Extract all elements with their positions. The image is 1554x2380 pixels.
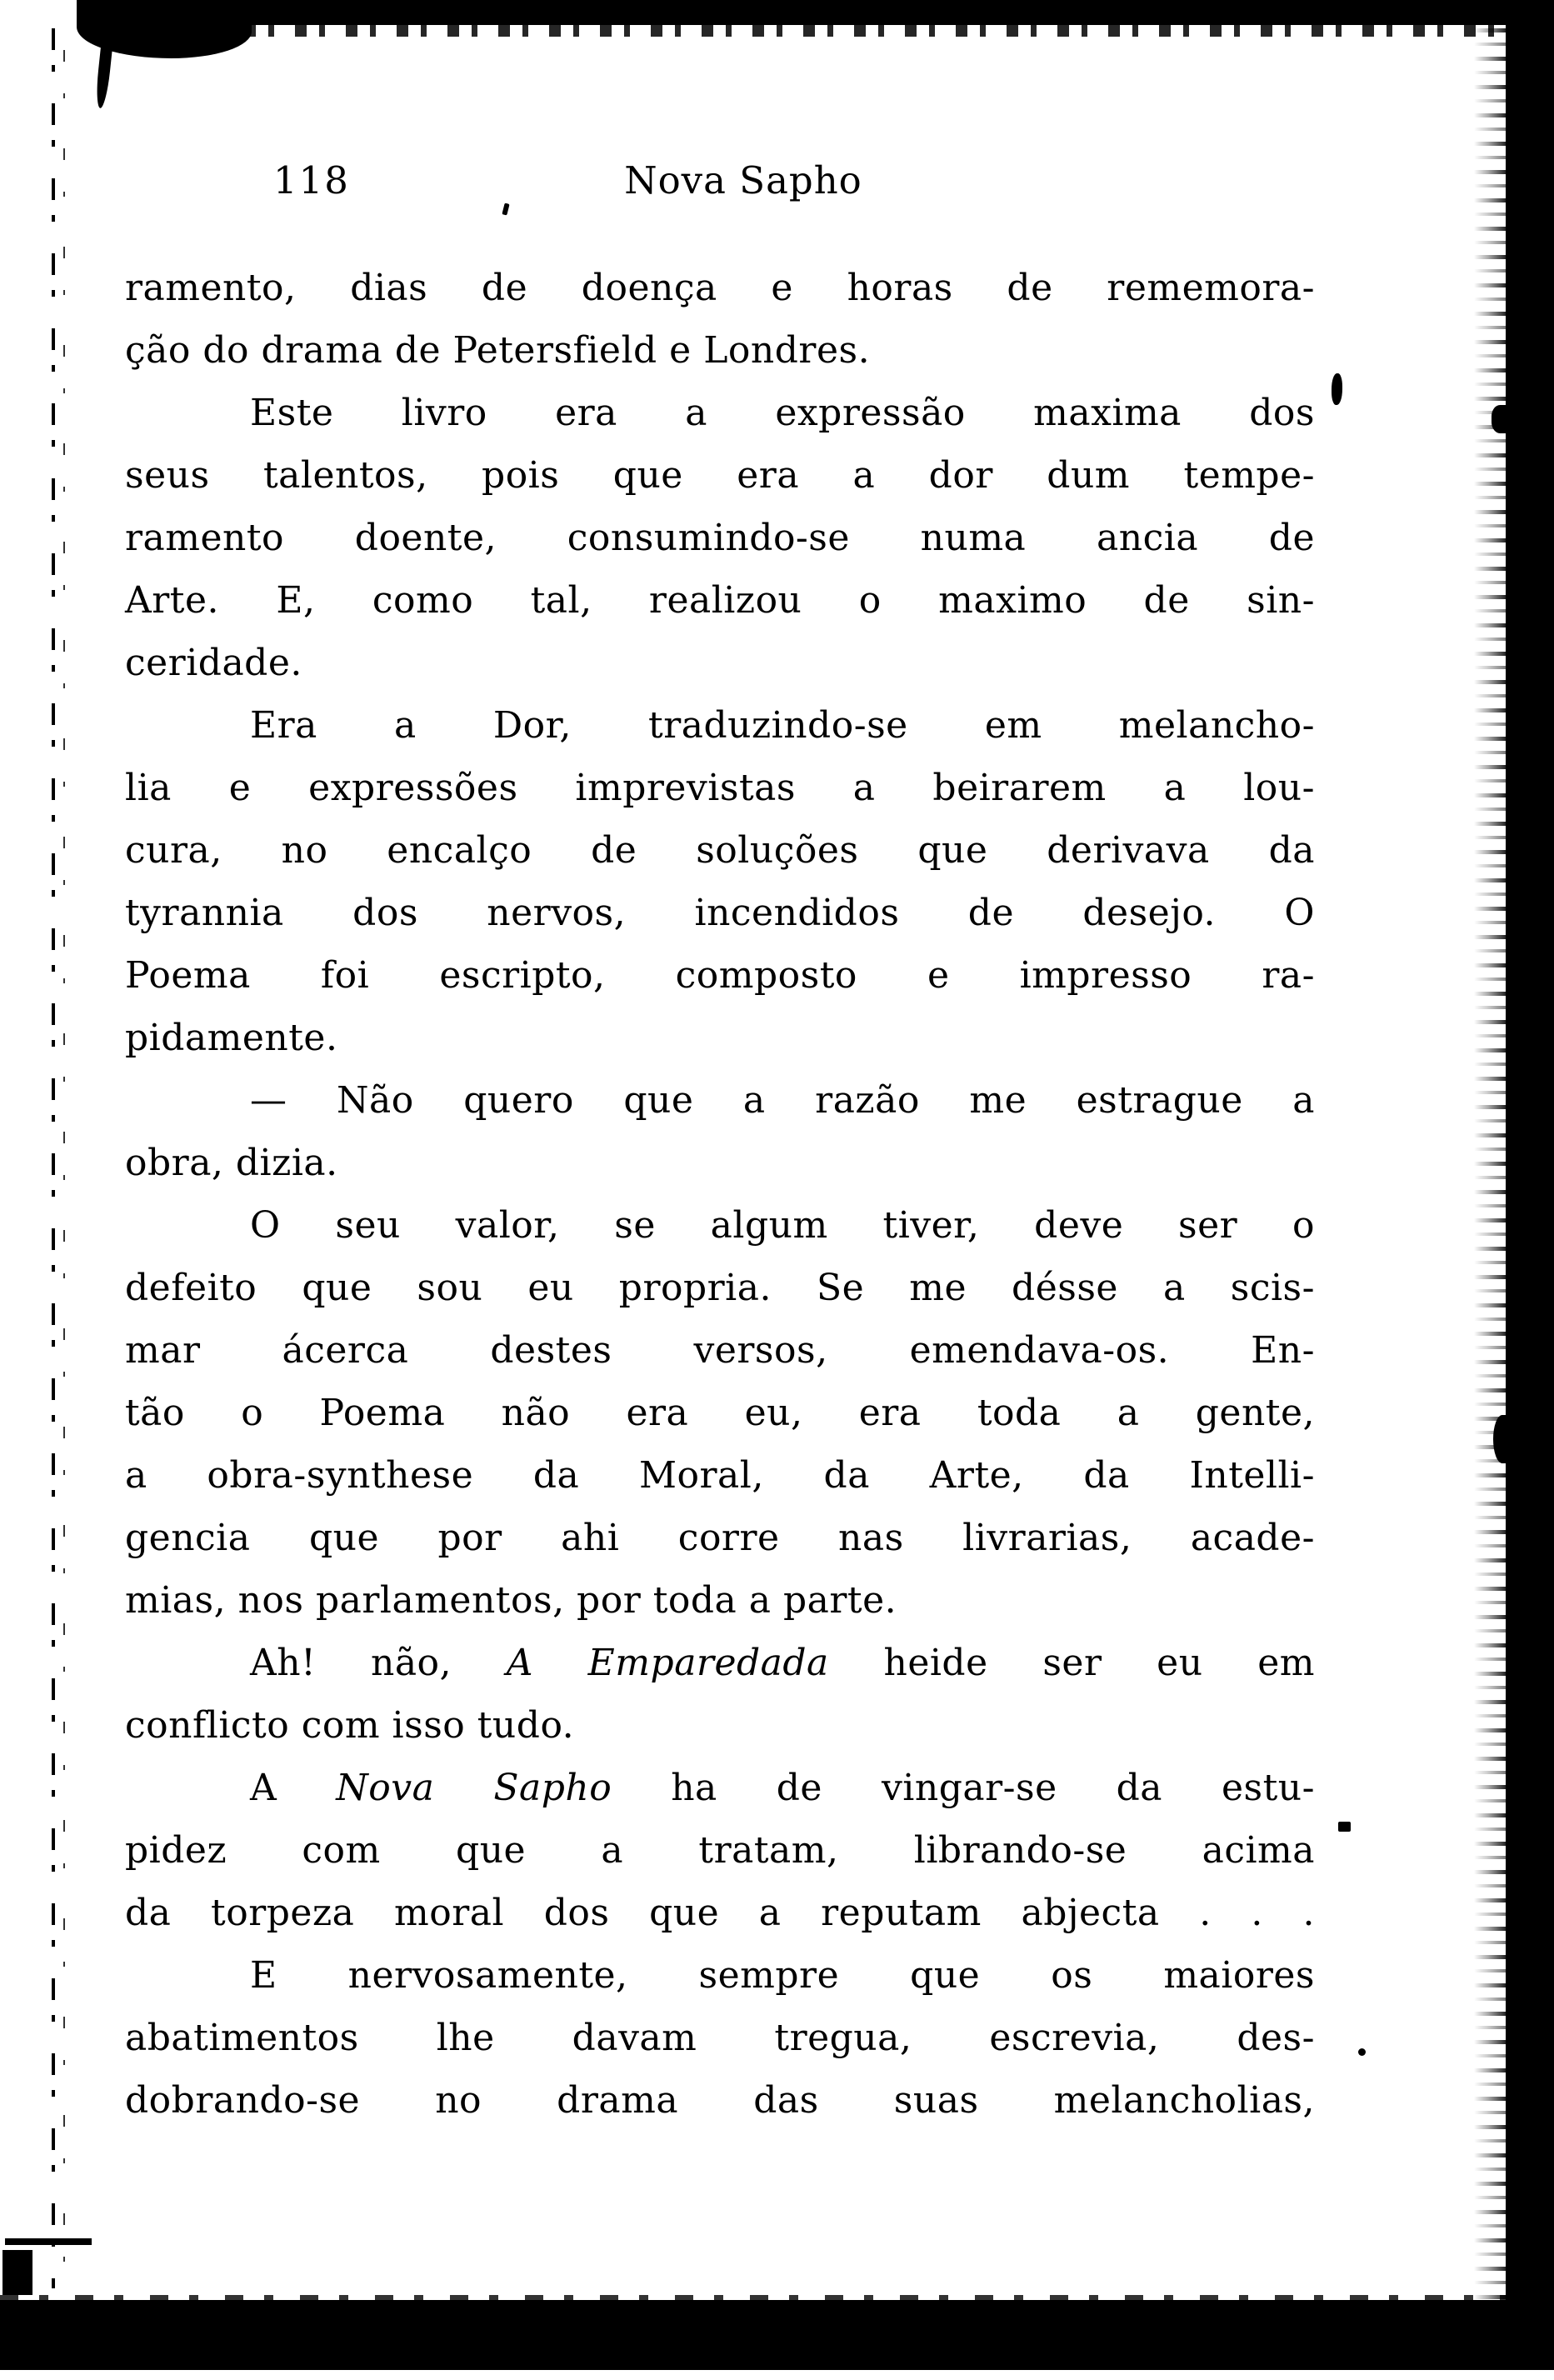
text-line: lia e expressões imprevistas a beirarem a lou- [125, 767, 1315, 809]
text-column [125, 257, 1315, 2132]
text-line: defeito que sou eu propria. Se me désse a scis- [125, 1267, 1315, 1309]
scan-artifact-speck [1492, 405, 1513, 433]
scan-artifact-bottom-band [0, 2300, 1554, 2370]
text-line: E nervosamente, sempre que os maiores [250, 1954, 1315, 1997]
text-line [125, 1757, 1315, 1819]
scan-artifact-right-gutter-band [1506, 0, 1554, 2368]
text-line: pidez com que a tratam, librando-se acima [125, 1829, 1315, 1872]
scan-artifact-speck [1493, 1415, 1512, 1463]
text-line: Este livro era a expressão maxima dos [250, 392, 1315, 434]
scan-artifact-top-band-ragged-edge [92, 23, 1504, 37]
text-line: dobrando-se no drama das suas melancholias, [125, 2079, 1315, 2122]
scan-artifact-top-band [77, 0, 1554, 25]
text-line: ceridade. [125, 642, 302, 684]
text-segment: Ah! não, [250, 1642, 507, 1684]
text-line: a obra-synthese da Moral, da Arte, da Intelli- [125, 1454, 1315, 1497]
scan-artifact-speck [1358, 2048, 1366, 2056]
scan-artifact-speck [1332, 373, 1342, 405]
scan-artifact-speck [1338, 1822, 1351, 1832]
text-line: — Não quero que a razão me estrague a [250, 1079, 1315, 1122]
text-line: mar ácerca destes versos, emendava-os. En- [125, 1329, 1315, 1372]
text-line: cura, no encalço de soluções que derivava da [125, 829, 1315, 872]
text-line: O seu valor, se algum tiver, deve ser o [250, 1204, 1315, 1247]
text-line: ramento doente, consumindo-se numa ancia de [125, 517, 1315, 559]
text-line: tyrannia dos nervos, incendidos de desejo. O [125, 892, 1315, 934]
text-line: tão o Poema não era eu, era toda a gente, [125, 1392, 1315, 1434]
text-line: conflicto com isso tudo. [125, 1704, 575, 1747]
text-segment: A [250, 1767, 337, 1809]
book-title-emparedada: A Emparedada [506, 1642, 829, 1684]
scan-artifact-bottom-band-ragged-edge [0, 2295, 1554, 2302]
text-line [125, 1632, 1315, 1694]
text-line: ramento, dias de doença e horas de rememora- [125, 267, 1315, 309]
text-line: mias, nos parlamentos, por toda a parte. [125, 1579, 897, 1622]
running-head [125, 158, 1315, 205]
text-segment: ha de vingar-se da estu- [612, 1767, 1315, 1809]
text-line: abatimentos lhe davam tregua, escrevia, des- [125, 2017, 1315, 2059]
text-line: gencia que por ahi corre nas livrarias, acade- [125, 1517, 1315, 1559]
text-line: pidamente. [125, 1017, 338, 1059]
running-title: Nova Sapho [624, 158, 862, 202]
text-line: obra, dizia. [125, 1142, 338, 1184]
text-line: ção do drama de Petersfield e Londres. [125, 329, 871, 372]
page-number: 118 [273, 158, 350, 202]
text-line: da torpeza moral dos que a reputam abjecta . . . [125, 1892, 1315, 1934]
text-line: seus talentos, pois que era a dor dum tempe- [125, 454, 1315, 497]
text-line: Era a Dor, traduzindo-se em melancho- [250, 704, 1315, 747]
book-title-nova-sapho: Nova Sapho [336, 1767, 612, 1809]
text-line: Arte. E, como tal, realizou o maximo de sin- [125, 579, 1315, 622]
text-segment: heide ser eu em [828, 1642, 1315, 1684]
scan-artifact-right-gutter-speckle [1474, 0, 1507, 2363]
scan-artifact-bottom-left-bar [5, 2238, 92, 2245]
scan-artifact-left-margin-line-2 [63, 50, 65, 2280]
scan-artifact-bottom-left-block [2, 2250, 32, 2295]
scan-artifact-left-margin-line [52, 28, 55, 2288]
text-line: Poema foi escripto, composto e impresso ra- [125, 954, 1315, 997]
